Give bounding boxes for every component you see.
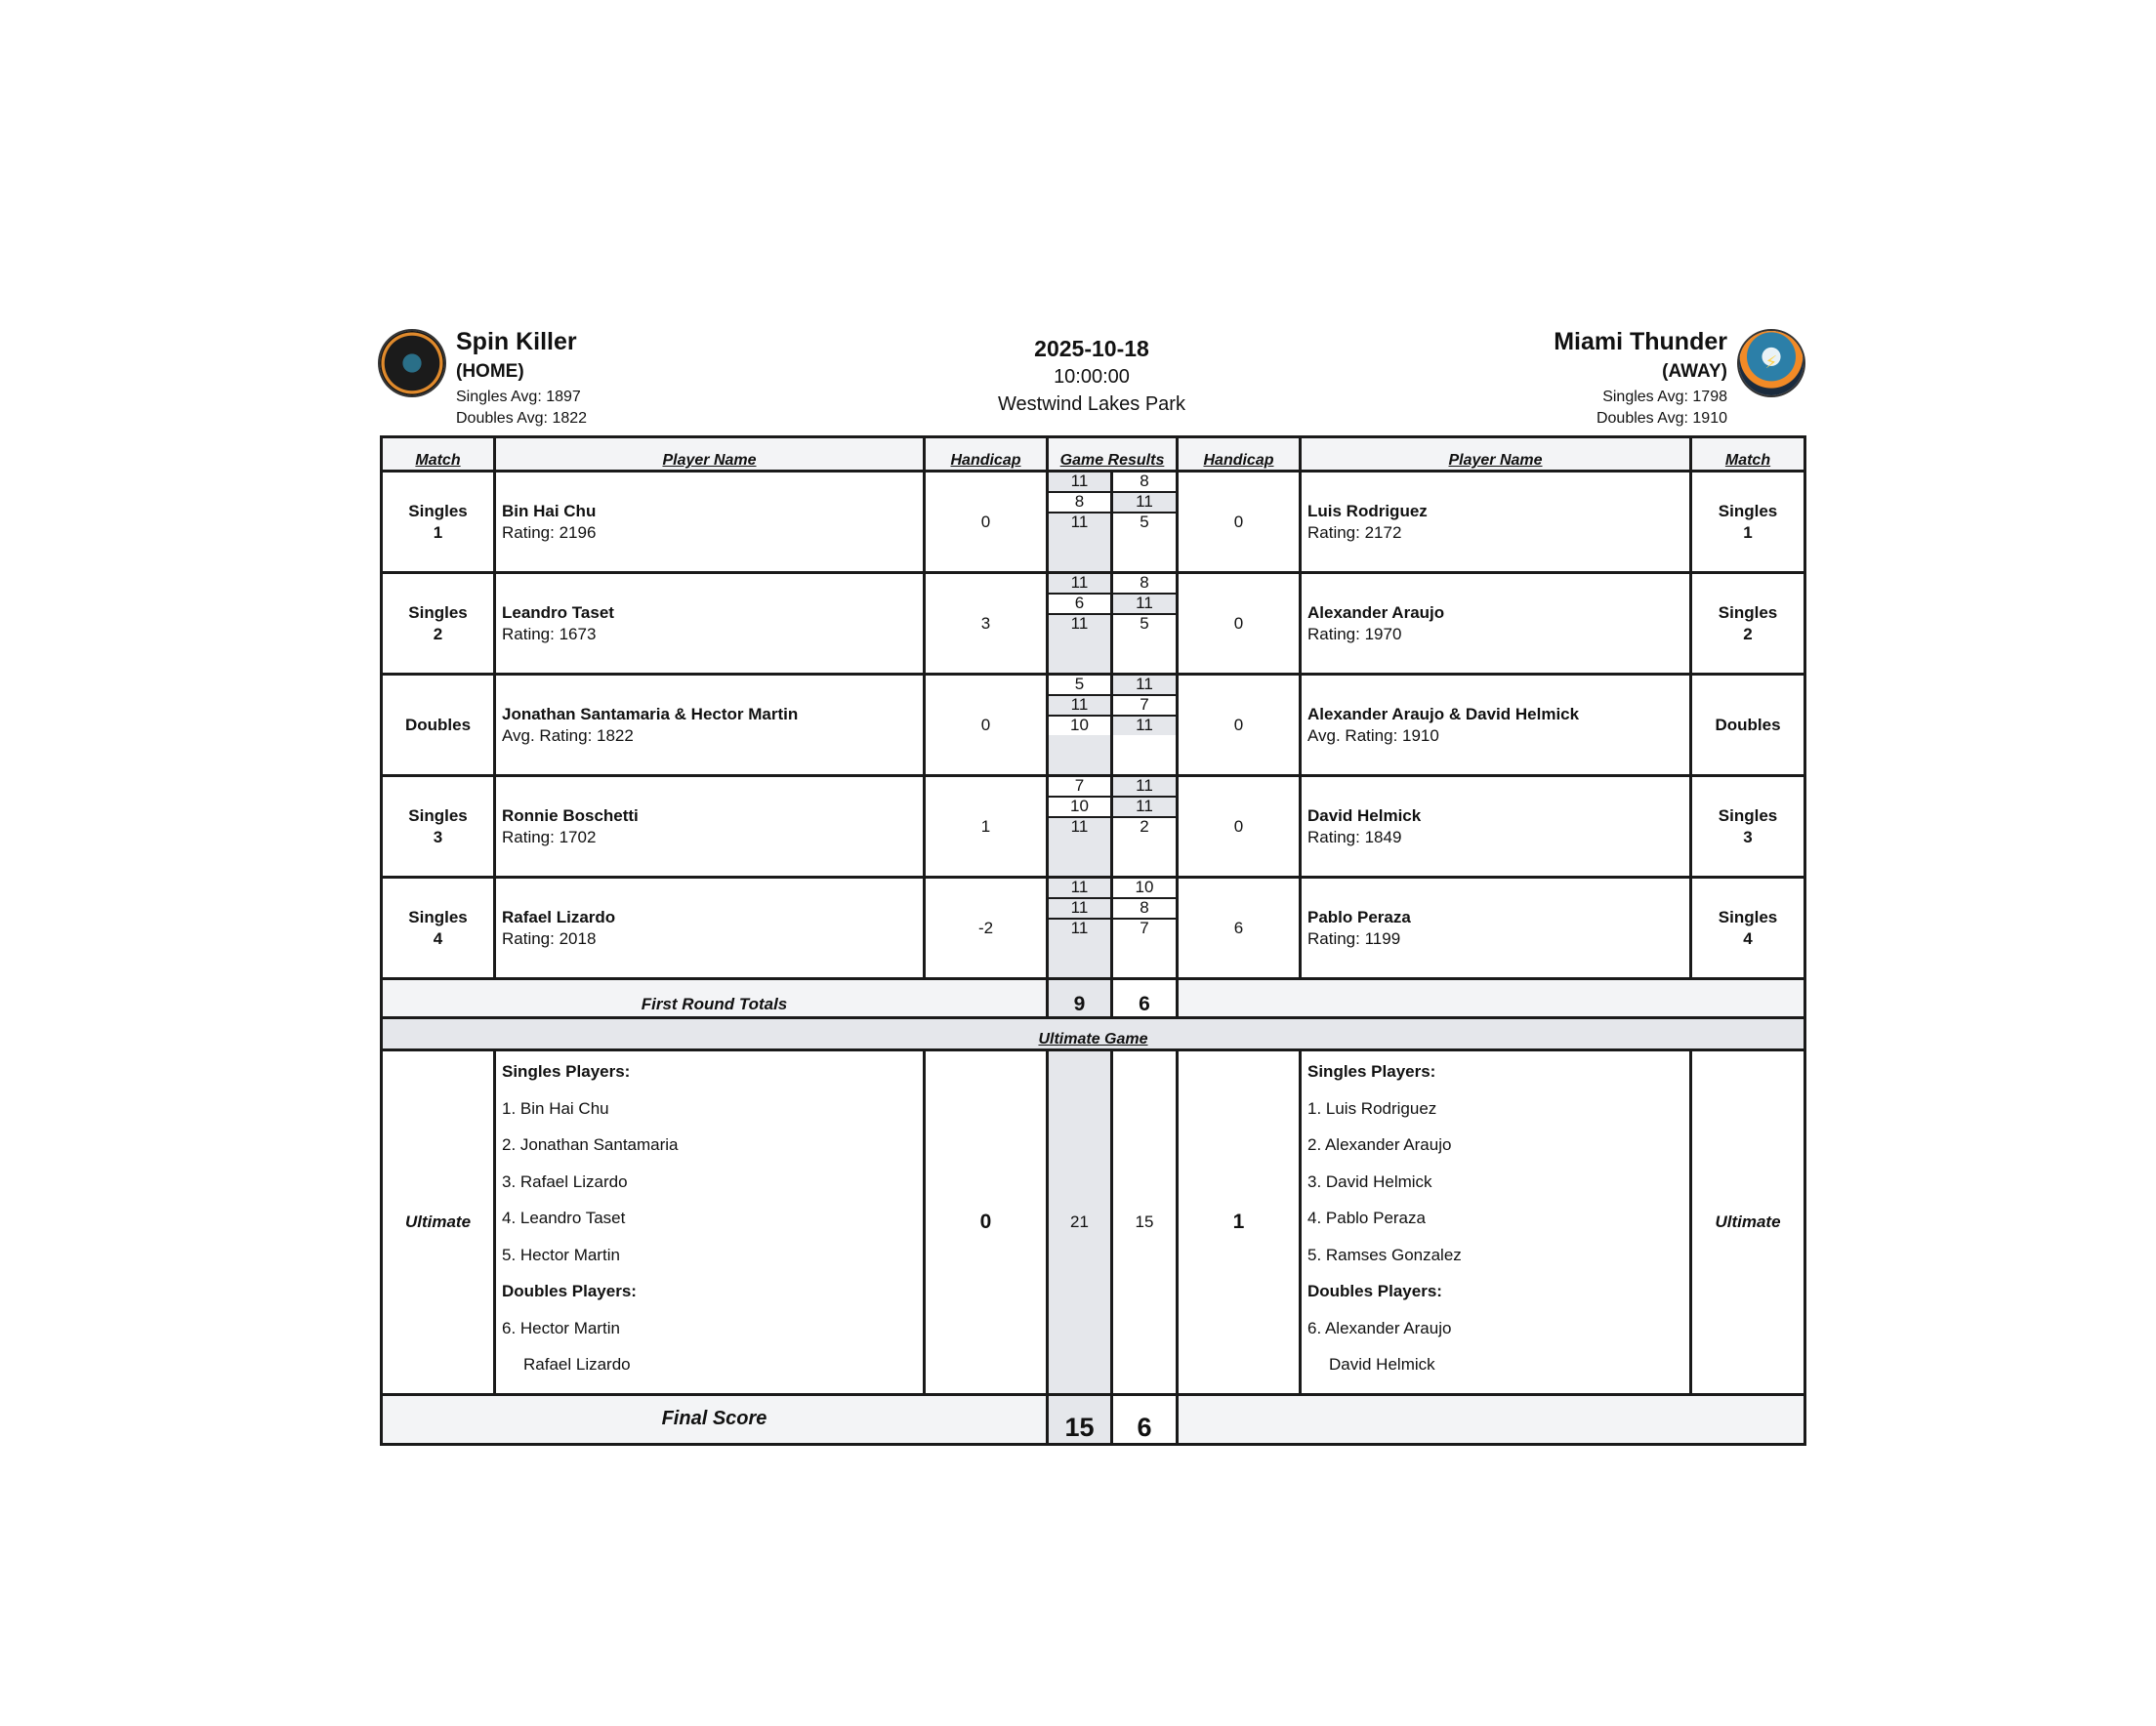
away-singles-avg: Singles Avg: 1798 <box>1602 389 1727 405</box>
match-number: 1 <box>433 522 443 542</box>
home-team-side: (HOME) <box>456 361 524 382</box>
away-player-cell <box>1301 472 1691 573</box>
away-ultimate-player: 6. Alexander Araujo <box>1307 1318 1452 1337</box>
away-match-header: Match <box>1691 437 1805 472</box>
away-game-score: 11 <box>1113 777 1176 798</box>
home-game-results <box>1048 675 1112 776</box>
away-game-score: 11 <box>1113 493 1176 514</box>
away-ultimate-player: 1. Luis Rodriguez <box>1307 1098 1437 1118</box>
home-match-label <box>382 776 495 878</box>
home-player-header: Player Name <box>495 437 925 472</box>
away-game-results <box>1112 573 1178 675</box>
home-game-score: 11 <box>1049 696 1110 717</box>
away-player-name: Pablo Peraza <box>1307 907 1411 926</box>
home-game-results <box>1048 472 1112 573</box>
home-ultimate-player: 6. Hector Martin <box>502 1318 620 1337</box>
ultimate-game-title: Ultimate Game <box>382 1018 1805 1050</box>
away-player-rating: Rating: 1199 <box>1307 928 1401 948</box>
home-team-name: Spin Killer <box>456 328 577 355</box>
final-away-score: 6 <box>1112 1394 1178 1444</box>
home-handicap-header: Handicap <box>925 437 1048 472</box>
match-type: Doubles <box>404 715 472 734</box>
home-handicap: 0 <box>925 472 1048 573</box>
home-player-rating: Rating: 1702 <box>502 827 597 846</box>
first-round-away-total: 6 <box>1112 979 1178 1018</box>
away-ultimate-player: 4. Pablo Peraza <box>1307 1209 1426 1227</box>
lightning-icon: ⚡ <box>1764 352 1778 372</box>
away-ultimate-handicap: 1 <box>1178 1050 1301 1395</box>
away-player-name: David Helmick <box>1307 805 1422 825</box>
ultimate-row <box>382 1050 1805 1395</box>
away-game-score: 11 <box>1113 798 1176 818</box>
home-game-score: 11 <box>1049 899 1110 920</box>
first-round-totals-label: First Round Totals <box>382 979 1048 1018</box>
away-handicap: 0 <box>1178 776 1301 878</box>
table-header-row <box>382 437 1805 472</box>
away-match-label <box>1691 472 1805 573</box>
away-ultimate-label: Ultimate <box>1691 1050 1805 1395</box>
home-singles-header: Singles Players: <box>502 1062 631 1081</box>
away-game-score: 7 <box>1113 696 1176 717</box>
match-type: Singles <box>1718 501 1778 520</box>
match-number: 1 <box>1743 522 1753 542</box>
home-player-cell <box>495 675 925 776</box>
home-game-results <box>1048 878 1112 979</box>
away-player-header: Player Name <box>1301 437 1691 472</box>
away-game-results <box>1112 878 1178 979</box>
away-player-cell <box>1301 675 1691 776</box>
match-row <box>382 472 1805 573</box>
away-player-rating: Avg. Rating: 1910 <box>1307 725 1439 745</box>
home-player-cell <box>495 472 925 573</box>
away-player-name: Alexander Araujo <box>1307 602 1445 622</box>
home-match-header: Match <box>382 437 495 472</box>
home-player-name: Bin Hai Chu <box>502 501 597 520</box>
away-player-name: Luis Rodriguez <box>1307 501 1428 520</box>
match-number: 2 <box>433 624 443 643</box>
home-match-label <box>382 675 495 776</box>
home-game-score: 11 <box>1049 920 1110 938</box>
match-type: Singles <box>408 805 468 825</box>
away-player-cell <box>1301 573 1691 675</box>
away-game-score: 11 <box>1113 595 1176 615</box>
home-ultimate-lineup <box>495 1050 925 1395</box>
away-doubles-header: Doubles Players: <box>1307 1282 1442 1300</box>
away-player-rating: Rating: 1970 <box>1307 624 1402 643</box>
home-ultimate-player: 4. Leandro Taset <box>502 1209 626 1227</box>
home-ultimate-player: 1. Bin Hai Chu <box>502 1098 609 1118</box>
first-round-home-total: 9 <box>1048 979 1112 1018</box>
match-number: 4 <box>433 928 443 948</box>
home-player-name: Leandro Taset <box>502 602 614 622</box>
away-game-score: 8 <box>1113 473 1176 493</box>
ultimate-header-row <box>382 1018 1805 1050</box>
home-ultimate-handicap: 0 <box>925 1050 1048 1395</box>
home-game-score: 10 <box>1049 798 1110 818</box>
home-player-rating: Rating: 2018 <box>502 928 597 948</box>
home-player-name: Ronnie Boschetti <box>502 805 639 825</box>
away-handicap: 0 <box>1178 573 1301 675</box>
home-match-label <box>382 573 495 675</box>
away-game-score: 7 <box>1113 920 1176 938</box>
away-ultimate-player: David Helmick <box>1329 1355 1435 1374</box>
away-ultimate-lineup <box>1301 1050 1691 1395</box>
away-ultimate-score: 15 <box>1112 1050 1178 1395</box>
away-handicap: 6 <box>1178 878 1301 979</box>
scoresheet <box>380 322 1804 1446</box>
match-row <box>382 675 1805 776</box>
match-type: Doubles <box>1715 715 1781 734</box>
match-type: Singles <box>408 501 468 520</box>
away-match-label <box>1691 776 1805 878</box>
home-doubles-header: Doubles Players: <box>502 1282 637 1300</box>
home-game-score: 11 <box>1049 473 1110 493</box>
score-table <box>380 435 1806 1446</box>
first-round-blank <box>1178 979 1805 1018</box>
home-handicap: -2 <box>925 878 1048 979</box>
away-handicap: 0 <box>1178 472 1301 573</box>
match-type: Singles <box>1718 602 1778 622</box>
final-blank <box>1178 1394 1805 1444</box>
home-doubles-avg: Doubles Avg: 1822 <box>456 410 588 427</box>
home-player-rating: Rating: 2196 <box>502 522 597 542</box>
away-ultimate-player: 2. Alexander Araujo <box>1307 1135 1452 1154</box>
home-player-rating: Rating: 1673 <box>502 624 597 643</box>
home-game-score: 10 <box>1049 717 1110 735</box>
match-header <box>380 322 1804 435</box>
away-match-label <box>1691 878 1805 979</box>
home-player-name: Jonathan Santamaria & Hector Martin <box>502 704 799 723</box>
match-time: 10:00:00 <box>1054 366 1130 388</box>
away-player-name: Alexander Araujo & David Helmick <box>1307 704 1580 723</box>
away-player-cell <box>1301 878 1691 979</box>
home-player-name: Rafael Lizardo <box>502 907 616 926</box>
away-player-cell <box>1301 776 1691 878</box>
home-player-rating: Avg. Rating: 1822 <box>502 725 634 745</box>
home-ultimate-player: 3. Rafael Lizardo <box>502 1171 628 1191</box>
match-rows <box>382 472 1805 1445</box>
away-game-score: 11 <box>1113 717 1176 735</box>
away-game-score: 2 <box>1113 818 1176 837</box>
final-score-label: Final Score <box>382 1394 1048 1444</box>
away-match-label <box>1691 675 1805 776</box>
away-game-results <box>1112 675 1178 776</box>
home-game-score: 11 <box>1049 514 1110 532</box>
home-game-score: 11 <box>1049 879 1110 899</box>
first-round-totals-row <box>382 979 1805 1018</box>
away-game-score: 8 <box>1113 574 1176 595</box>
final-home-score: 15 <box>1048 1394 1112 1444</box>
away-game-score: 11 <box>1113 676 1176 696</box>
match-type: Singles <box>1718 907 1778 926</box>
match-row <box>382 776 1805 878</box>
away-handicap: 0 <box>1178 675 1301 776</box>
away-team-side: (AWAY) <box>1662 361 1727 382</box>
away-ultimate-player: 5. Ramses Gonzalez <box>1307 1245 1462 1264</box>
home-game-score: 11 <box>1049 574 1110 595</box>
home-match-label <box>382 878 495 979</box>
match-number: 4 <box>1743 928 1753 948</box>
away-handicap-header: Handicap <box>1178 437 1301 472</box>
match-type: Singles <box>408 907 468 926</box>
miami-thunder-logo-icon <box>1739 331 1804 395</box>
home-match-label <box>382 472 495 573</box>
home-game-results <box>1048 573 1112 675</box>
home-game-score: 5 <box>1049 676 1110 696</box>
game-results-header: Game Results <box>1048 437 1178 472</box>
home-game-score: 7 <box>1049 777 1110 798</box>
match-row <box>382 573 1805 675</box>
home-game-score: 11 <box>1049 818 1110 837</box>
match-row <box>382 878 1805 979</box>
match-date: 2025-10-18 <box>1034 336 1149 361</box>
home-ultimate-player: Rafael Lizardo <box>523 1355 631 1374</box>
home-handicap: 0 <box>925 675 1048 776</box>
home-handicap: 3 <box>925 573 1048 675</box>
away-game-score: 8 <box>1113 899 1176 920</box>
final-score-row <box>382 1394 1805 1444</box>
home-player-cell <box>495 776 925 878</box>
home-ultimate-player: 2. Jonathan Santamaria <box>502 1135 679 1154</box>
home-game-score: 11 <box>1049 615 1110 634</box>
match-type: Singles <box>1718 805 1778 825</box>
home-ultimate-player: 5. Hector Martin <box>502 1245 620 1264</box>
away-game-score: 10 <box>1113 879 1176 899</box>
away-game-results <box>1112 776 1178 878</box>
away-doubles-avg: Doubles Avg: 1910 <box>1596 410 1727 427</box>
away-match-label <box>1691 573 1805 675</box>
match-number: 2 <box>1743 624 1753 643</box>
home-game-results <box>1048 776 1112 878</box>
match-number: 3 <box>1743 827 1753 846</box>
home-ultimate-label: Ultimate <box>382 1050 495 1395</box>
match-type: Singles <box>408 602 468 622</box>
match-number: 3 <box>433 827 443 846</box>
home-game-score: 6 <box>1049 595 1110 615</box>
away-player-rating: Rating: 2172 <box>1307 522 1402 542</box>
home-singles-avg: Singles Avg: 1897 <box>456 389 581 405</box>
home-game-score: 8 <box>1049 493 1110 514</box>
away-singles-header: Singles Players: <box>1307 1062 1436 1081</box>
away-ultimate-player: 3. David Helmick <box>1307 1171 1432 1191</box>
home-player-cell <box>495 878 925 979</box>
home-ultimate-score: 21 <box>1048 1050 1112 1395</box>
away-team-info <box>1554 326 1727 430</box>
away-game-score: 5 <box>1113 615 1176 634</box>
away-game-results <box>1112 472 1178 573</box>
home-handicap: 1 <box>925 776 1048 878</box>
home-player-cell <box>495 573 925 675</box>
away-player-rating: Rating: 1849 <box>1307 827 1402 846</box>
away-team-name: Miami Thunder <box>1554 328 1727 355</box>
away-game-score: 5 <box>1113 514 1176 532</box>
match-venue: Westwind Lakes Park <box>998 393 1185 415</box>
